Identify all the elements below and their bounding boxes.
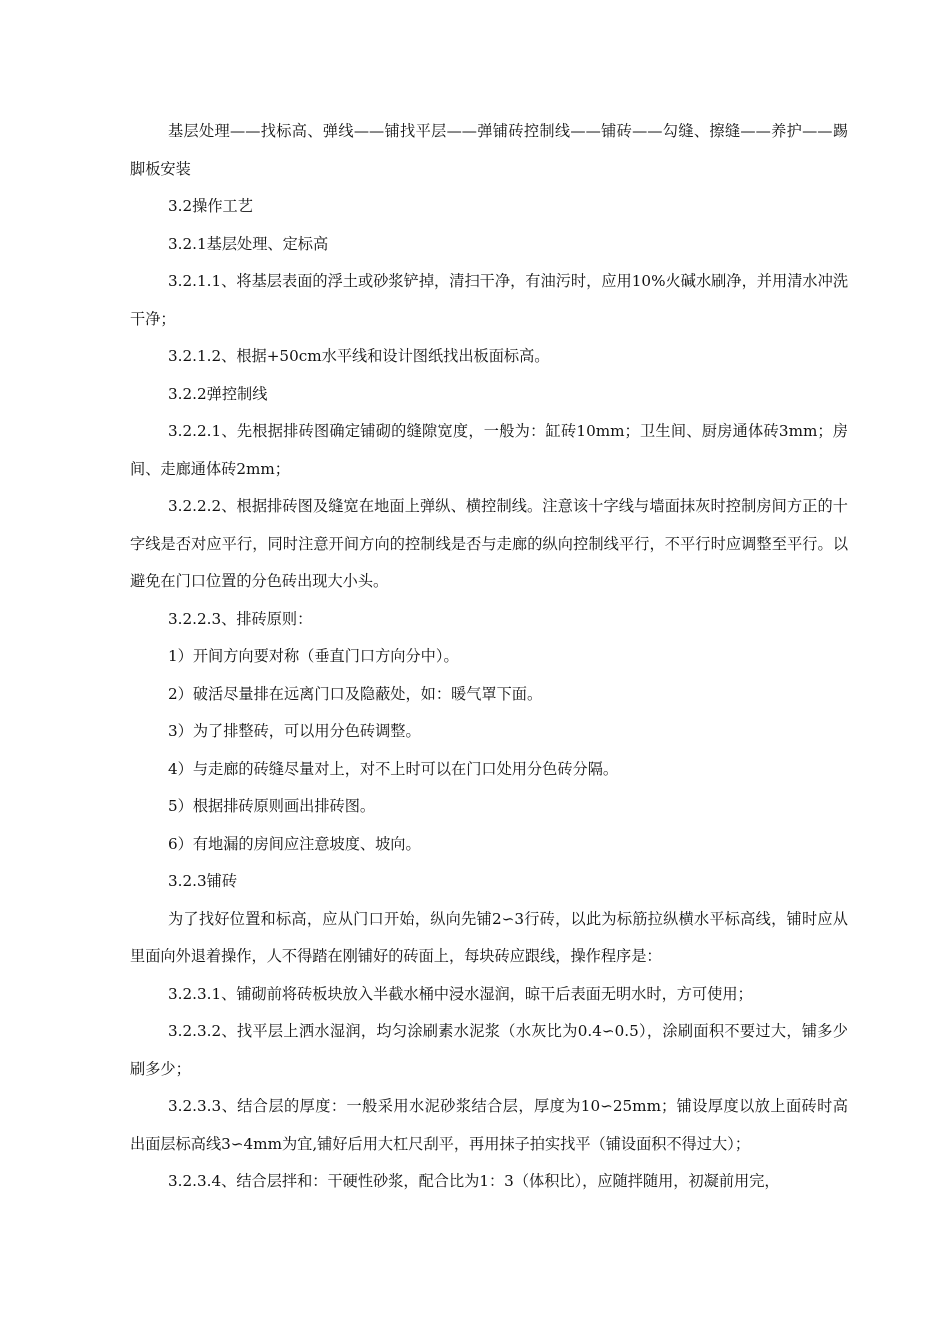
heading-3-2-1: 3.2.1基层处理、定标高: [168, 234, 329, 253]
paragraph-3-2-3-1: 3.2.3.1、铺砌前将砖板块放入半截水桶中浸水湿润，晾干后表面无明水时，方可使用；: [168, 984, 753, 1003]
paragraph-3-2-1-1: 3.2.1.1、将基层表面的浮土或砂浆铲掉，清扫干净，有油污时，应用10%火碱水刷净，并用清水冲洗干净；: [130, 272, 848, 328]
paragraph-3-2-1-2: 3.2.1.2、根据+50cm水平线和设计图纸找出板面标高。: [168, 347, 550, 365]
heading-3-2-2: 3.2.2弹控制线: [168, 384, 268, 403]
document-page: [130, 113, 848, 1201]
paragraph-3-2-3-2: 3.2.3.2、找平层上洒水湿润，均匀涂刷素水泥浆（水灰比为0.4∽0.5），涂刷面积不要过大，铺多少刷多少；: [130, 1022, 848, 1078]
paragraph-paving-intro: 为了找好位置和标高，应从门口开始，纵向先铺2∽3行砖，以此为标筋拉纵横水平标高线，铺时应从里面向外退着操作，人不得踏在刚铺好的砖面上，每块砖应跟线，操作程序是：: [130, 909, 848, 965]
list-item-3: 3）为了排整砖，可以用分色砖调整。: [168, 722, 421, 740]
paragraph-3-2-2-3: 3.2.2.3、排砖原则：: [168, 609, 313, 628]
paragraph-3-2-2-2: 3.2.2.2、根据排砖图及缝宽在地面上弹纵、横控制线。注意该十字线与墙面抹灰时控制房间方正的十字线是否对应平行，同时注意开间方向的控制线是否与走廊的纵向控制线平行，不平行时应调整至平行。以避免在门口位置的分色砖出现大小头。: [130, 497, 848, 590]
list-item-1: 1）开间方向要对称（垂直门口方向分中）。: [168, 647, 459, 665]
heading-3-2: 3.2操作工艺: [168, 197, 253, 215]
heading-3-2-3: 3.2.3铺砖: [168, 872, 238, 890]
list-item-6: 6）有地漏的房间应注意坡度、坡向。: [168, 834, 421, 853]
paragraph-3-2-3-3: 3.2.3.3、结合层的厚度：一般采用水泥砂浆结合层，厚度为10∽25mm；铺设厚度以放上面砖时高出面层标高线3∽4mm为宜,铺好后用大杠尺刮平，再用抹子拍实找平（铺设面积不得过大）；: [130, 1097, 848, 1153]
paragraph-3-2-2-1: 3.2.2.1、先根据排砖图确定铺砌的缝隙宽度，一般为：缸砖10mm；卫生间、厨房通体砖3mm；房间、走廊通体砖2mm；: [130, 422, 848, 478]
list-item-5: 5）根据排砖原则画出排砖图。: [168, 797, 376, 815]
list-item-2: 2）破活尽量排在远离门口及隐蔽处，如：暖气罩下面。: [168, 684, 543, 703]
paragraph-3-2-3-4: 3.2.3.4、结合层拌和：干硬性砂浆，配合比为1：3（体积比），应随拌随用，初凝前用完，: [168, 1172, 780, 1190]
list-item-4: 4）与走廊的砖缝尽量对上，对不上时可以在门口处用分色砖分隔。: [168, 759, 619, 778]
paragraph-process-flow: 基层处理——找标高、弹线——铺找平层——弹铺砖控制线——铺砖——勾缝、擦缝——养护——踢脚板安装: [130, 122, 848, 178]
